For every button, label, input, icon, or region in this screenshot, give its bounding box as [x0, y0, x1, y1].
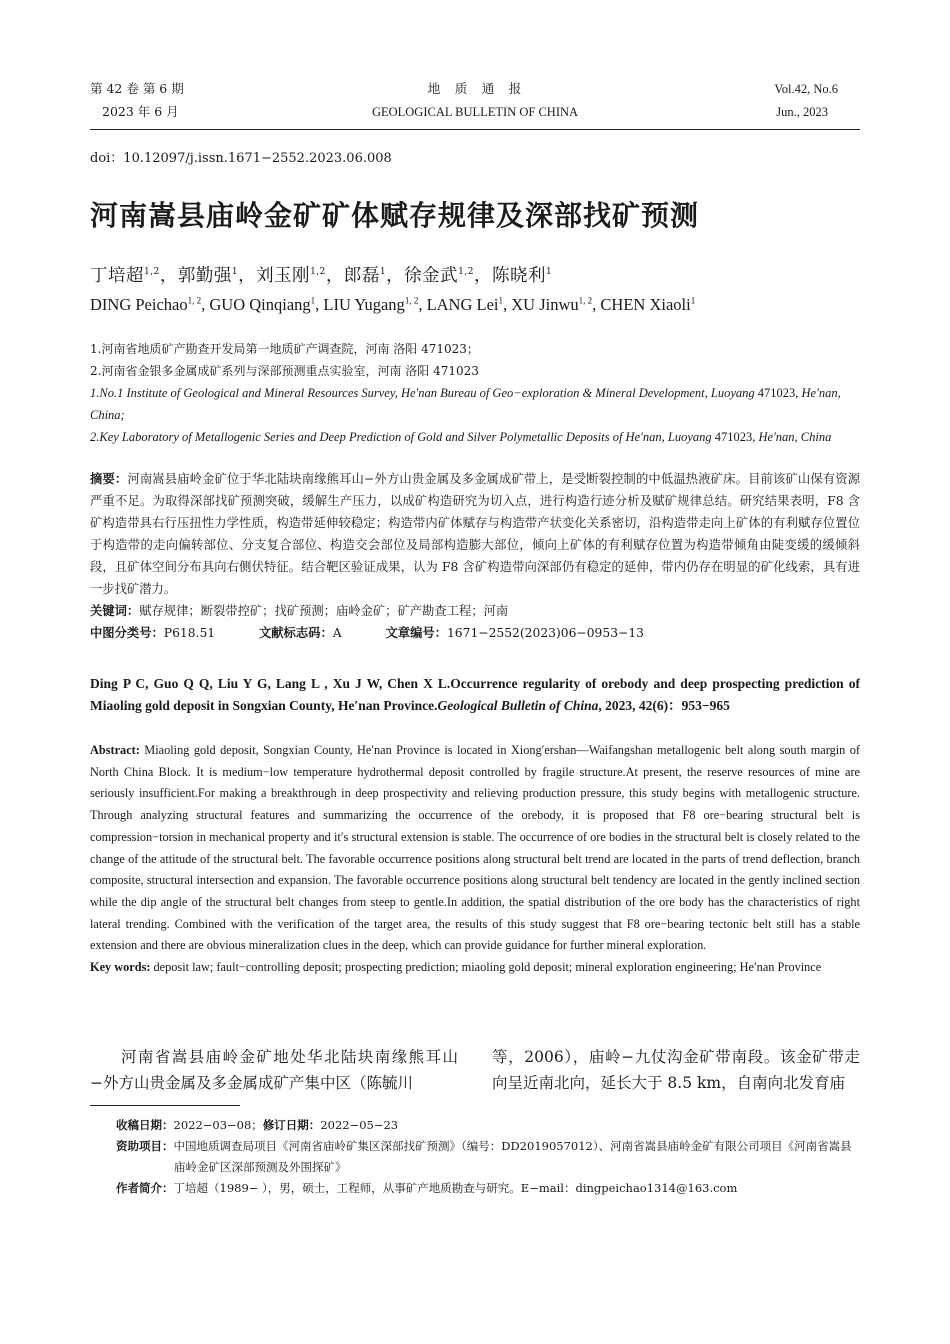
abstract-en	[90, 740, 860, 979]
journal-issue	[90, 80, 184, 121]
author-cn-affiliation-marker: 1	[231, 267, 239, 278]
author-cn-name: 陈晓利	[491, 266, 546, 286]
author-en-name: CHEN Xiaoli	[600, 295, 691, 314]
author-cn-name: 郭勤强	[177, 266, 232, 286]
authors-en: DING Peichao$^{1, 2}$, GUO Qinqiang$^1$, LIU Yugang$^{1, 2}$, LANG Lei$^1$, XU Jinwu$^{1, 2}$, CHEN Xiaoli$^1$	[90, 295, 696, 314]
authors-cn: 丁培超$^{1,2}$，郭勤强$^1$，刘玉刚$^{1,2}$，郎磊$^1$，徐金武$^{1,2}$，陈晓利$^1$	[90, 266, 553, 286]
citation-journal: Geological Bulletin of China	[437, 698, 599, 713]
author-cn-name: 刘玉刚	[256, 266, 311, 286]
volume-issue-cn: 第 42 卷 第 6 期	[90, 81, 184, 96]
author-cn-affiliation-marker: 1,2	[310, 267, 326, 278]
affiliation-cn-1: 1.河南省地质矿产勘查开发局第一地质矿产调查院，河南 洛阳 471023；	[90, 342, 479, 356]
classification-line: 中图分类号：P618.51 文献标志码：A 文章编号：1671−2552(2023)06−0953−13	[90, 626, 644, 640]
keywords-cn: 关键词：赋存规律；断裂带控矿；找矿预测；庙岭金矿；矿产勘查工程；河南	[90, 604, 509, 618]
footnote-author: 作者简介：丁培超（1989− ），男，硕士，工程师，从事矿产地质勘查与研究。E−mail：dingpeichao1314@163.com	[116, 1181, 738, 1195]
author-cn-name: 丁培超	[90, 266, 144, 286]
abstract-en-text: Abstract: Miaoling gold deposit, Songxian County, He′nan Province is located in Xiong′ershan—Waifangshan metallogenic belt along south margin of North China Block. It is medium−low temperature hydrothermal deposit controlled by fragile structure.At present, the reserve resources of mine are seriously insufficient.For making a breakthrough in deep prospectivity and relieving production pressure, this study begins with metallogenic structure. Through analyzing structural features and summarizing the occurrence of the orebody, it is proposed that F8 ore−bearing structural belt is compression−torsion in mechanical property and it′s structural extension is stable. The occurrence of ore bodies in the structural belt is closely related to the change of the attitude of the structural belt. The favorable occurrence positions along structural belt trend are located in the parts of trend deflection, branch composite, structural intersection and expansion. The favorable occurrence positions along structural belt tendency are located in the gently inclined section while the dip angle of the structural belt changes from steep to gentle.In addition, the spatial distribution of the ore body has the characteristics of right lateral trending. Combined with the verification of the target area, the results of this study suggest that F8 ore−bearing tectonic belt still has a stable extension and there are obvious mineralization clues in the deep, which can provide guidance for further mineral exploration.	[90, 743, 860, 953]
keywords-cn-label: 关键词：	[90, 604, 140, 618]
affiliation-en-2: 2.Key Laboratory of Metallogenic Series and Deep Prediction of Gold and Silver Polymetallic Deposits of He′nan, Luoyang 471023, He′nan, China	[90, 430, 832, 444]
footnote-funding: 资助项目：中国地质调查局项目《河南省庙岭矿集区深部找矿预测》（编号：DD2019057012）、河南省嵩县庙岭金矿有限公司项目《河南省嵩县庙岭金矿区深部预测及外围探矿》	[116, 1139, 852, 1174]
footnote-rule	[90, 1105, 240, 1106]
journal-name	[300, 80, 650, 121]
author-en-affiliation-marker: 1	[310, 295, 316, 306]
author-cn-affiliation-marker: 1,2	[144, 267, 160, 278]
author-cn-affiliation-marker: 1,2	[458, 267, 474, 278]
header-rule	[90, 129, 860, 130]
abstract-cn-label: 摘要：	[90, 472, 128, 486]
author-en-affiliation-marker: 1, 2	[404, 295, 419, 306]
author-en-affiliation-marker: 1, 2	[187, 295, 202, 306]
author-cn-name: 徐金武	[404, 266, 459, 286]
doi[interactable]: doi：10.12097/j.issn.1671−2552.2023.06.008	[90, 151, 392, 166]
footnotes	[116, 1115, 860, 1199]
abstract-cn	[90, 468, 860, 644]
author-en-name: LANG Lei	[426, 295, 499, 314]
author-en-name: DING Peichao	[90, 295, 188, 314]
body-column-left: 河南省嵩县庙岭金矿地处华北陆块南缘熊耳山−外方山贵金属及多金属成矿产集中区（陈毓川	[90, 1048, 458, 1092]
abstract-en-label: Abstract:	[90, 743, 140, 757]
author-en-name: XU Jinwu	[511, 295, 579, 314]
affiliation-cn-2: 2.河南省金银多金属成矿系列与深部预测重点实验室，河南 洛阳 471023	[90, 364, 479, 378]
journal-name-en: GEOLOGICAL BULLETIN OF CHINA	[371, 105, 579, 119]
volume-issue-en: Vol.42, No.6	[774, 82, 838, 96]
author-cn-affiliation-marker: 1	[379, 267, 387, 278]
author-en-affiliation-marker: 1	[498, 295, 504, 306]
affiliations	[90, 338, 860, 448]
body-column-right: 等，2006），庙岭−九仗沟金矿带南段。该金矿带走向呈近南北向，延长大于 8.5 km，自南向北发育庙	[492, 1048, 860, 1092]
author-en-affiliation-marker: 1, 2	[578, 295, 593, 306]
abstract-cn-text: 摘要：河南嵩县庙岭金矿位于华北陆块南缘熊耳山−外方山贵金属及多金属成矿带上，是受断裂控制的中低温热液矿床。目前该矿山保有资源严重不足。为取得深部找矿预测突破，缓解生产压力，以成矿构造研究为切入点，进行构造行迹分析及赋矿规律总结。研究结果表明，F8 含矿构造带具右行压扭性力学性质，构造带延伸较稳定；构造带内矿体赋存与构造带产状变化关系密切，沿构造带走向上矿体的有利赋存位置位于构造带的走向偏转部位、分支复合部位、构造交会部位及局部构造膨大部位，倾向上矿体的有利赋存位置为构造带倾角由陡变缓的缓倾斜段，且矿体空间分布具向右侧伏特征。结合靶区验证成果，认为 F8 含矿构造带向深部仍有稳定的延伸，带内仍存在明显的矿化线索，具有进一步找矿潜力。	[90, 472, 860, 596]
journal-issue-en	[700, 80, 838, 121]
author-en-name: GUO Qinqiang	[209, 295, 311, 314]
author-en-name: LIU Yugang	[323, 295, 405, 314]
author-cn-name: 郎磊	[343, 266, 380, 286]
author-en-affiliation-marker: 1	[690, 295, 696, 306]
date-en: Jun., 2023	[776, 105, 828, 119]
date-cn: 2023 年 6 月	[102, 104, 179, 119]
keywords-en: Key words: deposit law; fault−controlling deposit; prospecting prediction; miaoling gold deposit; mineral exploration engineering; He′nan Province	[90, 960, 822, 975]
footnote-dates: 收稿日期：2022−03−08；修订日期：2022−05−23	[116, 1118, 399, 1132]
affiliation-en-1: 1.No.1 Institute of Geological and Mineral Resources Survey, He′nan Bureau of Geo−exploration & Mineral Development, Luoyang 471023, He′nan, China;	[90, 386, 841, 422]
keywords-en-label: Key words:	[90, 960, 151, 975]
article-title: 河南嵩县庙岭金矿矿体赋存规律及深部找矿预测	[90, 199, 700, 232]
journal-name-cn: 地 质 通 报	[427, 81, 523, 96]
author-cn-affiliation-marker: 1	[545, 267, 553, 278]
citation: Ding P C, Guo Q Q, Liu Y G, Lang L , Xu J W, Chen X L.Occurrence regularity of orebody and deep prospecting prediction of Miaoling gold deposit in Songxian County, He′nan Province.Geological Bulletin of China, 2023, 42(6)：953−965	[90, 676, 860, 713]
